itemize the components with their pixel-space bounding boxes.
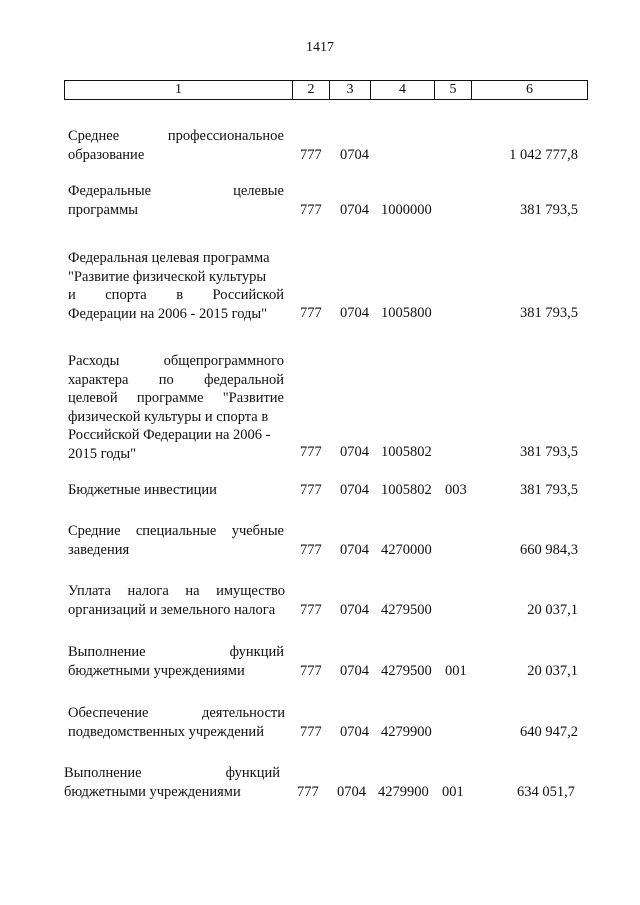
column-header-1: 1 [65,81,293,100]
row-name [68,182,284,219]
row-code-2: 777 [300,602,322,618]
row-name [64,764,280,801]
name-line: целевой программе "Развитие [68,390,284,406]
row-amount: 20 037,1 [527,663,578,679]
name-line: заведения [68,541,130,558]
row-code-3: 0704 [340,444,369,460]
row-name [68,643,284,680]
row-code-2: 777 [300,482,322,498]
row-code-3: 0704 [340,602,369,618]
row-code-2: 777 [300,542,322,558]
row-code-2: 777 [300,663,322,679]
row-code-4: 1005802 [381,444,432,460]
row-code-5: 003 [445,482,467,498]
name-line: 2015 годы" [68,445,137,462]
row-code-3: 0704 [340,305,369,321]
row-code-4: 1005800 [381,305,432,321]
row-code-2: 777 [300,147,322,163]
column-header-table [64,80,588,100]
name-line: Федерации на 2006 - 2015 годы" [68,305,268,322]
row-code-3: 0704 [340,663,369,679]
column-header-5: 5 [435,81,472,100]
name-line: подведомственных учреждений [68,723,264,740]
row-code-4: 4270000 [381,542,432,558]
column-header-6: 6 [472,81,588,100]
row-amount: 640 947,2 [520,724,578,740]
name-line: Российской Федерации на 2006 - [68,427,271,443]
row-code-3: 0704 [340,202,369,218]
row-name [68,522,284,559]
name-line: Уплата налога на имущество [68,583,285,599]
column-header-row [65,81,588,100]
row-amount: 381 793,5 [520,202,578,218]
row-code-4: 4279900 [381,724,432,740]
name-line: программы [68,201,138,218]
row-amount: 1 042 777,8 [509,147,578,163]
name-line: "Развитие физической культуры [68,268,267,285]
name-line: Федеральная целевая программа [68,250,270,266]
name-line: Федеральные целевые [68,183,284,199]
row-code-3: 0704 [340,542,369,558]
row-code-4: 4279500 [381,602,432,618]
name-line: Выполнение функций [64,765,280,781]
row-name [68,127,284,164]
name-line: и спорта в Российской [68,287,284,303]
row-code-3: 0704 [340,147,369,163]
row-code-2: 777 [300,444,322,460]
column-header-3: 3 [330,81,371,100]
row-name [68,582,285,619]
row-code-4: 4279500 [381,663,432,679]
row-code-3: 0704 [340,724,369,740]
name-line: бюджетными учреждениями [64,783,241,800]
row-amount: 381 793,5 [520,482,578,498]
row-code-2: 777 [300,202,322,218]
row-name [68,704,285,741]
name-line: Расходы общепрограммного [68,353,284,369]
row-code-4: 4279900 [378,784,429,800]
row-name [68,352,284,463]
row-name [68,481,284,500]
row-code-3: 0704 [337,784,366,800]
row-code-2: 777 [300,724,322,740]
row-code-3: 0704 [340,482,369,498]
row-amount: 381 793,5 [520,444,578,460]
name-line: Бюджетные инвестиции [68,482,217,498]
page-number: 1417 [306,40,334,55]
name-line: Среднее профессиональное [68,128,284,144]
name-line: физической культуры и спорта в [68,408,269,425]
row-amount: 660 984,3 [520,542,578,558]
row-code-5: 001 [445,663,467,679]
row-amount: 20 037,1 [527,602,578,618]
row-code-4: 1000000 [381,202,432,218]
name-line: Выполнение функций [68,644,284,660]
name-line: Средние специальные учебные [68,523,284,539]
column-header-2: 2 [293,81,330,100]
row-amount: 634 051,7 [517,784,575,800]
row-name [68,249,284,323]
name-line: характера по федеральной [68,371,284,388]
column-header-4: 4 [371,81,435,100]
row-code-2: 777 [300,305,322,321]
name-line: бюджетными учреждениями [68,662,245,679]
row-amount: 381 793,5 [520,305,578,321]
row-code-2: 777 [297,784,319,800]
row-code-5: 001 [442,784,464,800]
name-line: Обеспечение деятельности [68,705,285,721]
row-code-4: 1005802 [381,482,432,498]
name-line: организаций и земельного налога [68,601,276,618]
name-line: образование [68,146,145,163]
